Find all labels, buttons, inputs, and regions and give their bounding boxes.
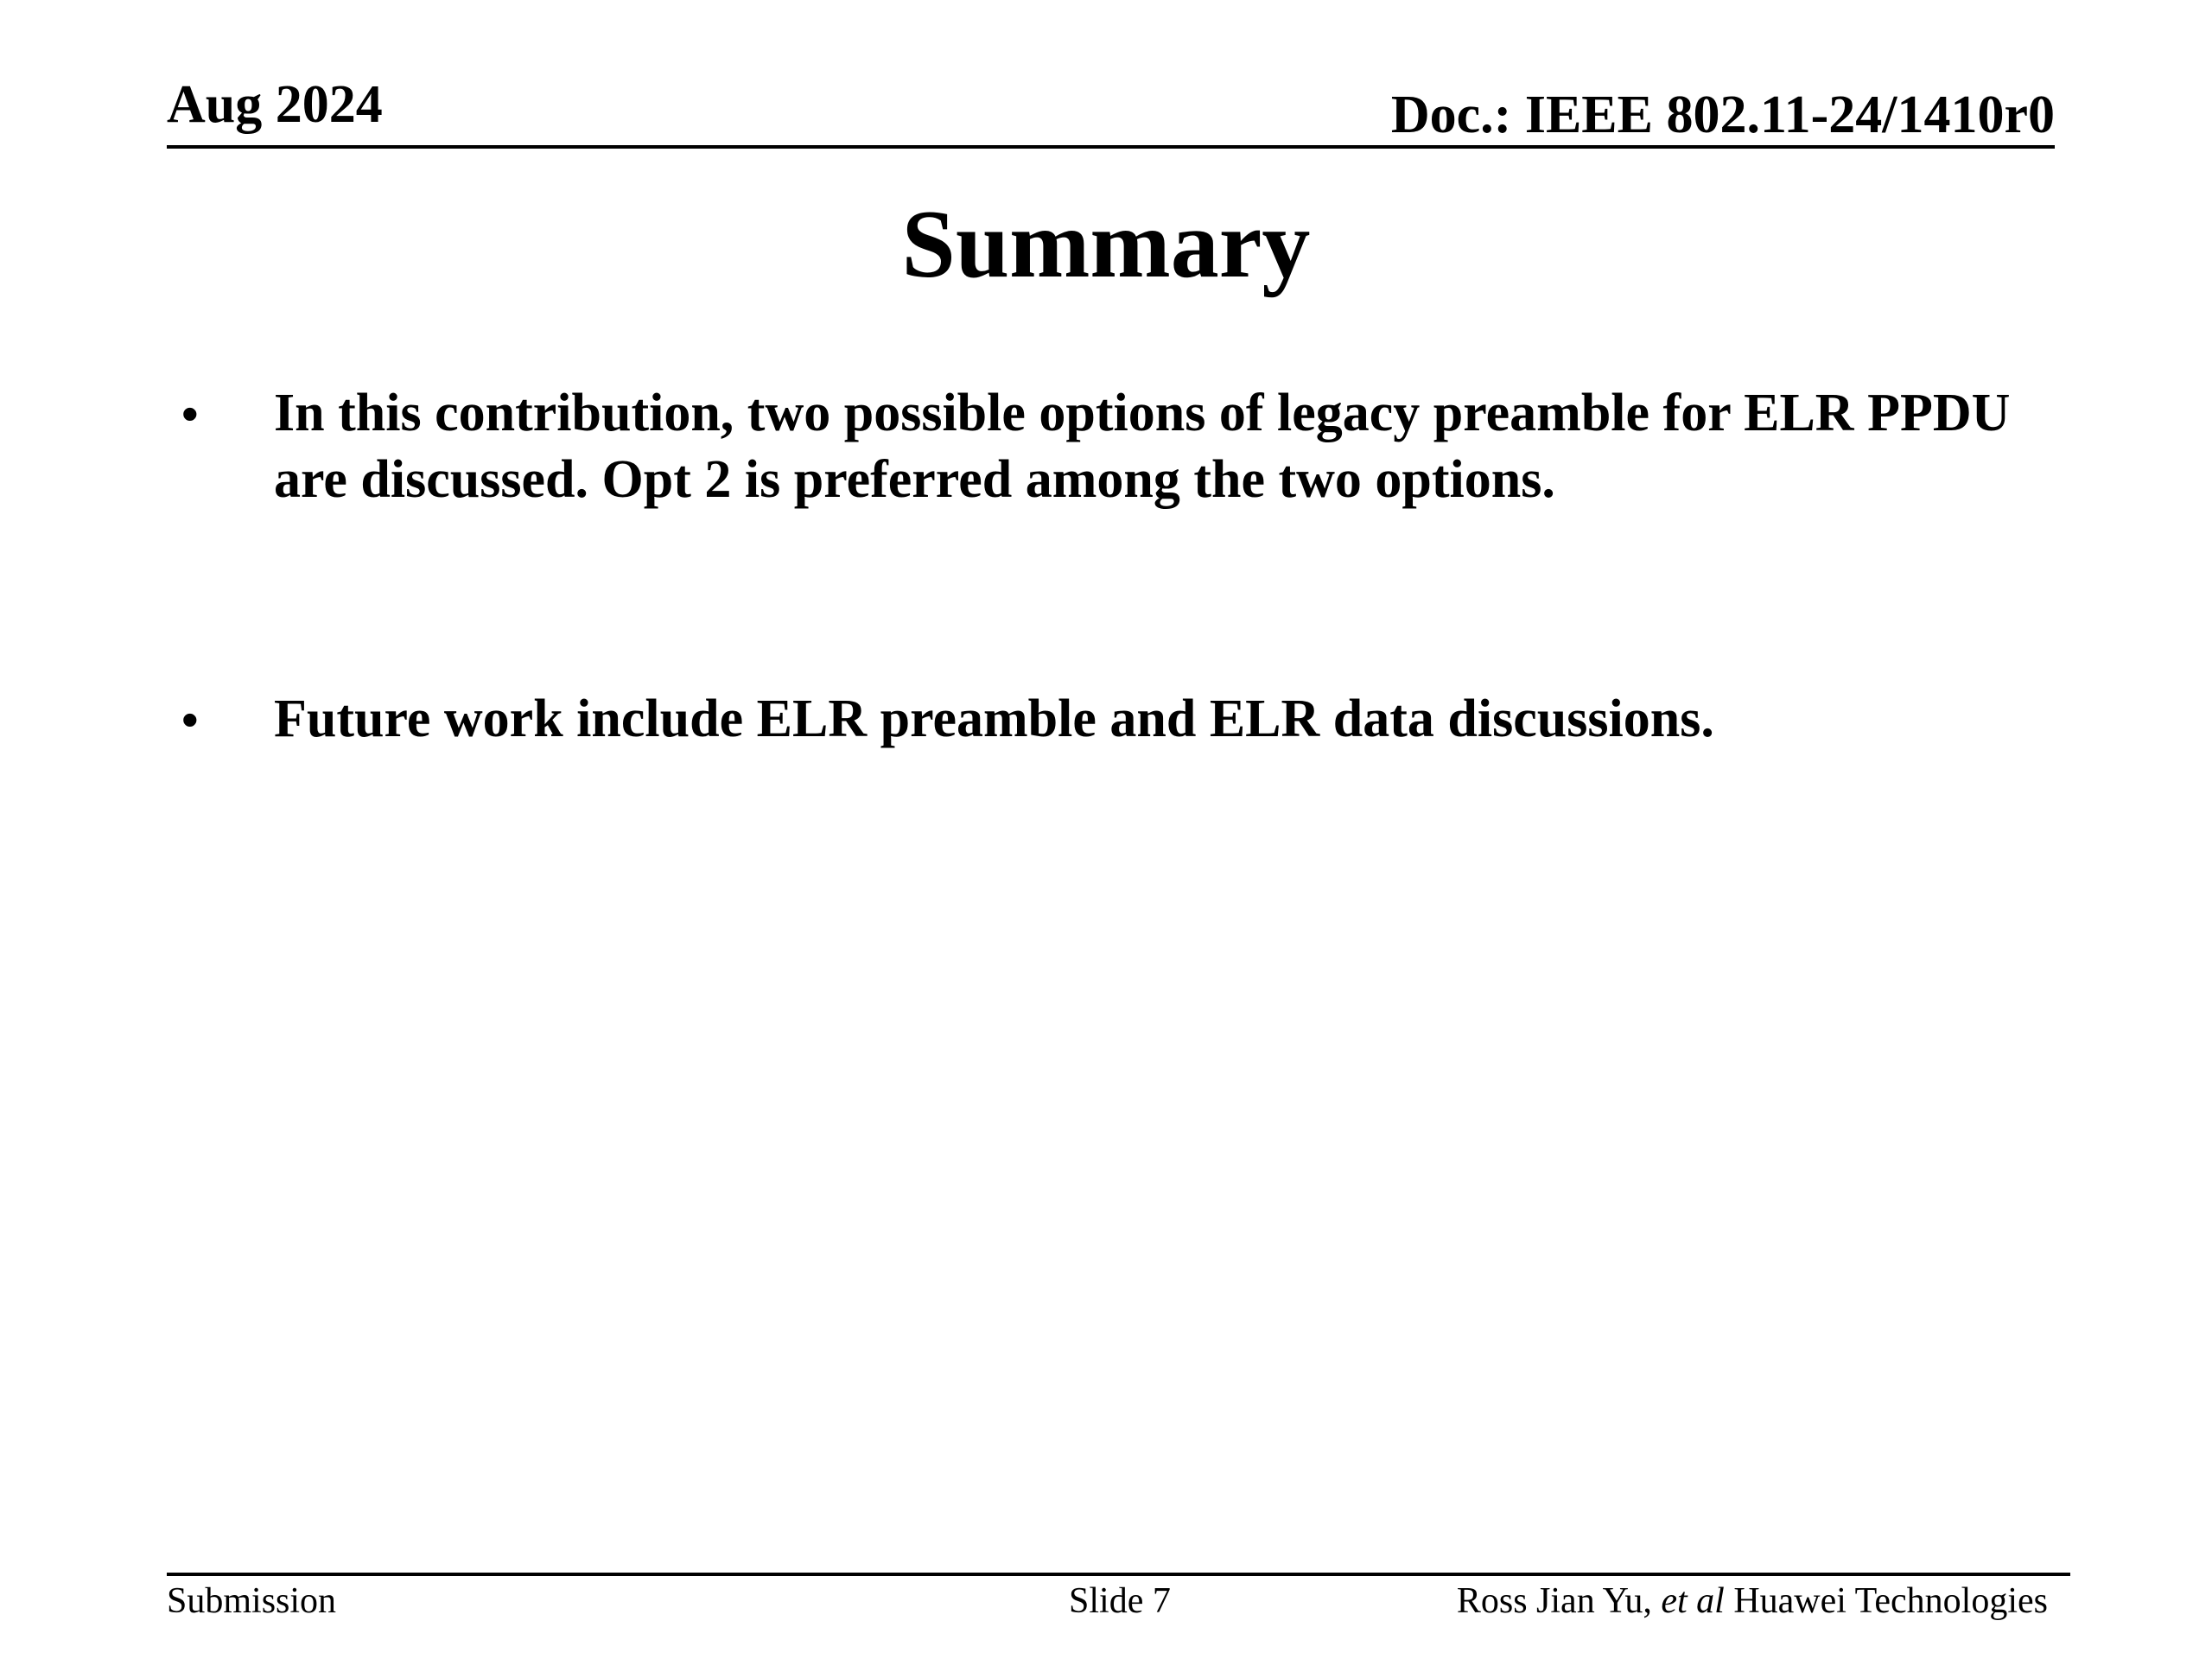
bullet-item [181, 380, 2039, 513]
bullet-list [181, 380, 2039, 753]
footer-organization: Huawei Technologies [1733, 1581, 2048, 1621]
bullet-marker: • [181, 692, 199, 747]
bullet-item [181, 686, 2039, 753]
bullet-marker: • [181, 386, 199, 441]
footer-author-name: Ross Jian Yu, [1456, 1581, 1652, 1621]
slide-title: Summary [901, 191, 1311, 298]
footer-divider [167, 1573, 2070, 1576]
header-divider [167, 145, 2055, 149]
footer-slide-number: Slide 7 [1069, 1581, 1171, 1621]
bullet-text: In this contribution, two possible options of legacy preamble for ELR PPDU are discussed. Opt 2 is preferred among the two options. [274, 384, 2011, 509]
footer-author-etal: et al [1661, 1581, 1725, 1621]
header-date: Aug 2024 [167, 75, 383, 134]
header-doc-id: Doc.: IEEE 802.11-24/1410r0 [1390, 86, 2055, 144]
footer-submission: Submission [167, 1581, 337, 1621]
footer-author [1457, 1583, 2048, 1619]
bullet-text: Future work include ELR preamble and ELR data discussions. [274, 690, 1714, 748]
